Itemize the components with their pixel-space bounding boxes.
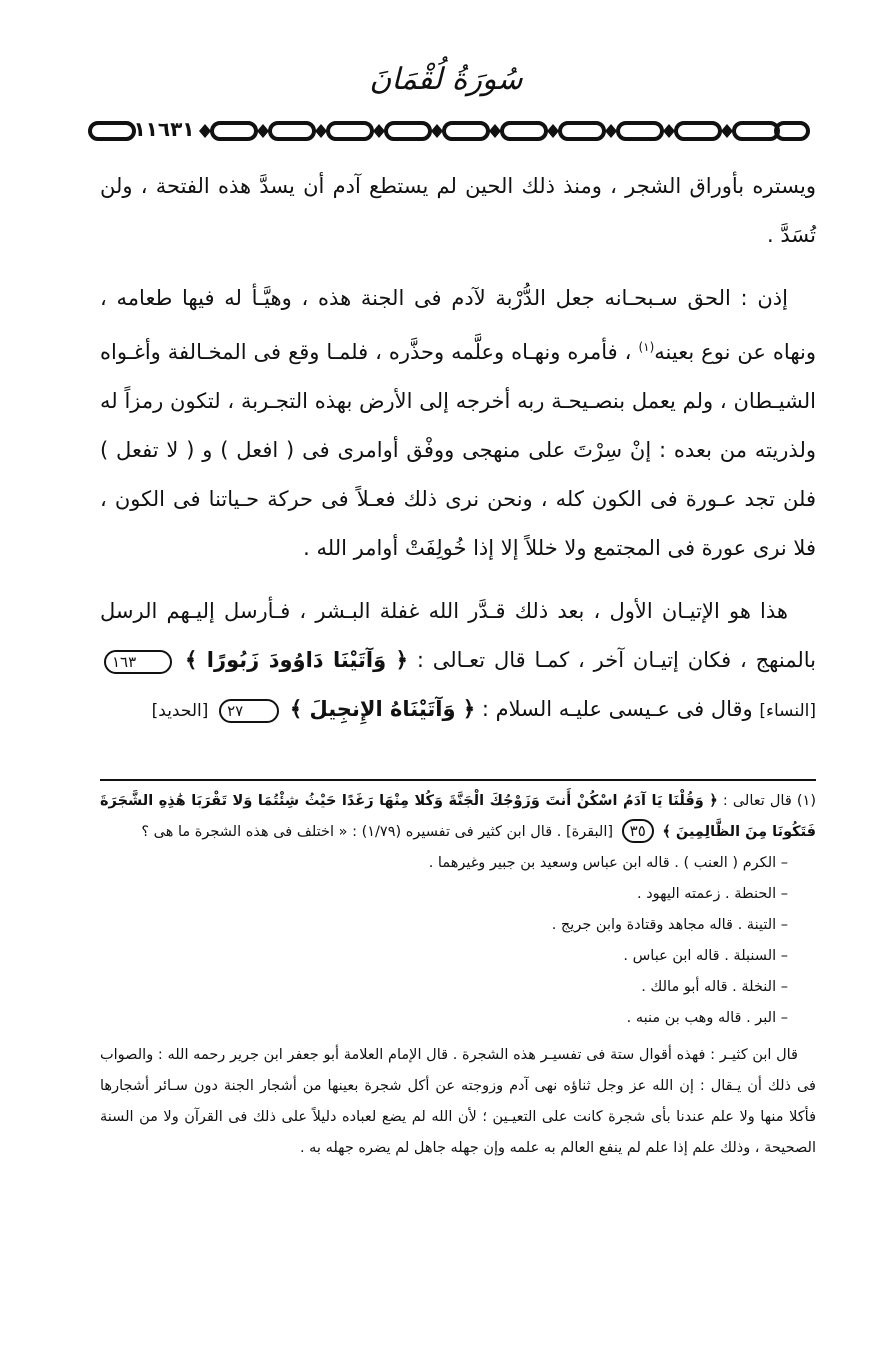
- ayah-number-badge: ١٦٣: [104, 650, 172, 674]
- quran-verse-injil: ﴿ وَآتَيْنَاهُ الإِنجِيلَ ﴾: [289, 697, 476, 721]
- footnote-reference: [البقرة] . قال ابن كثير فى تفسيره (١/٧٩) : « اختلف فى هذه الشجرة ما هى ؟: [141, 824, 614, 840]
- list-item: – التينة . قاله مجاهد وقتادة وابن جريج .: [551, 917, 788, 933]
- page-number: ١١٦٣١: [133, 117, 195, 141]
- footnote-verse: ﴿ وَقُلْنَا يَا آدَمُ اسْكُنْ أَنتَ وَزَوْجُكَ الْجَنَّةَ وَكُلا مِنْهَا رَغَدًا حَيْثُ شِئْتُمَا وَلا تَقْرَبَا هَٰذِهِ الشَّجَرَةَ فَتَكُونَا مِنَ الظَّالِمِينَ ﴾: [100, 793, 816, 840]
- surah-title: سُورَةُ لُقْمَانَ: [369, 62, 523, 97]
- ayah-number-badge: ٢٧: [219, 699, 279, 723]
- list-item: – السنبلة . قاله ابن عباس .: [623, 948, 788, 964]
- surah-reference-nisa: [النساء]: [759, 701, 816, 721]
- surah-reference-hadid: [الحديد]: [151, 701, 209, 721]
- footnotes: [100, 786, 816, 1164]
- paragraph-2: [100, 274, 816, 573]
- paragraph-1: ويستره بأوراق الشجر ، ومنذ ذلك الحين لم يستطع آدم أن يسدَّ هذه الفتحة ، ولن تُسَدَّ .: [100, 174, 816, 247]
- paragraph-2-text-a: إذن : الحق سـبحـانه جعل الدُّرْبة لآدم فى الجنة هذه ، وهيَّـأ له فيها طعامه ، ونهاه عن نوع بعينه: [100, 286, 816, 364]
- footnote-lead: (١) قال تعالى :: [722, 793, 816, 809]
- list-item: – النخلة . قاله أبو مالك .: [641, 979, 788, 995]
- footnote-marker: (١): [638, 340, 655, 354]
- paragraph-3-text-b: وقال فى عـيسى عليـه السلام :: [481, 697, 753, 721]
- paragraph-3: [100, 587, 816, 736]
- list-item: – الحنطة . زعمته اليهود .: [636, 886, 788, 902]
- list-item: – البر . قاله وهب بن منبه .: [626, 1010, 788, 1026]
- ayah-number-badge: ٣٥: [622, 819, 654, 843]
- footnote-closing: قال ابن كثيـر : فهذه أقوال ستة فى تفسيـر هذه الشجرة . قال الإمام العلامة أبو جعفر ابن جرير رحمه الله : والصواب فى ذلك أن يـقال : إن الله عز وجل ثناؤه نهى آدم وزوجته عن أكل شجرة بعينها من أشجار الجنة دون سـائر أشجارها فأكلا منها ولا علم عندنا بأى شجرة كانت على التعيـين ؛ لأن الله لم يضع لعباده دليلاً على ذلك فى القرآن ولا من السنة الصحيحة ، وذلك علم إذا علم لم ينفع العالم به علمه وإن جهله جاهل لم يضره جهله به .: [100, 1047, 816, 1156]
- paragraph-2-text-b: ، فأمره ونهـاه وعلَّمه وحذَّره ، فلمـا وقع فى المخـالفة وأغـواه الشيـطان ، ولم يعمل بنصـيحـة ربه أخرجه إلى الأرض بهذه التجـربة ، لتكون رمزاً له ولذريته من بعده : إنْ سِرْتَ على منهجى ووفْق أوامرى فى ( افعل ) و ( لا تفعل ) فلن تجد عـورة فى الكون كله ، ونحن نرى ذلك فعـلاً فى حركة حـياتنا فى الكون ، فلا نرى عورة فى المجتمع ولا خللاً إلا إذا خُولِفَتْ أوامر الله .: [100, 340, 816, 560]
- list-item: – الكرم ( العنب ) . قاله ابن عباس وسعيد بن جبير وغيرهما .: [428, 855, 788, 871]
- footnote-1: [100, 786, 816, 848]
- footnote-divider: [100, 779, 816, 781]
- paragraph-3-text-a: هذا هو الإتيـان الأول ، بعد ذلك قـدَّر الله غفلة البـشر ، فـأرسل إليـهم الرسل بالمنهج ، فكان إتيـان آخر ، كمـا قال تعـالى :: [100, 599, 816, 672]
- tree-opinions-list: [100, 848, 816, 1034]
- main-text: [100, 162, 816, 736]
- quran-verse-dawud: ﴿ وَآتَيْنَا دَاوُودَ زَبُورًا ﴾: [185, 648, 408, 672]
